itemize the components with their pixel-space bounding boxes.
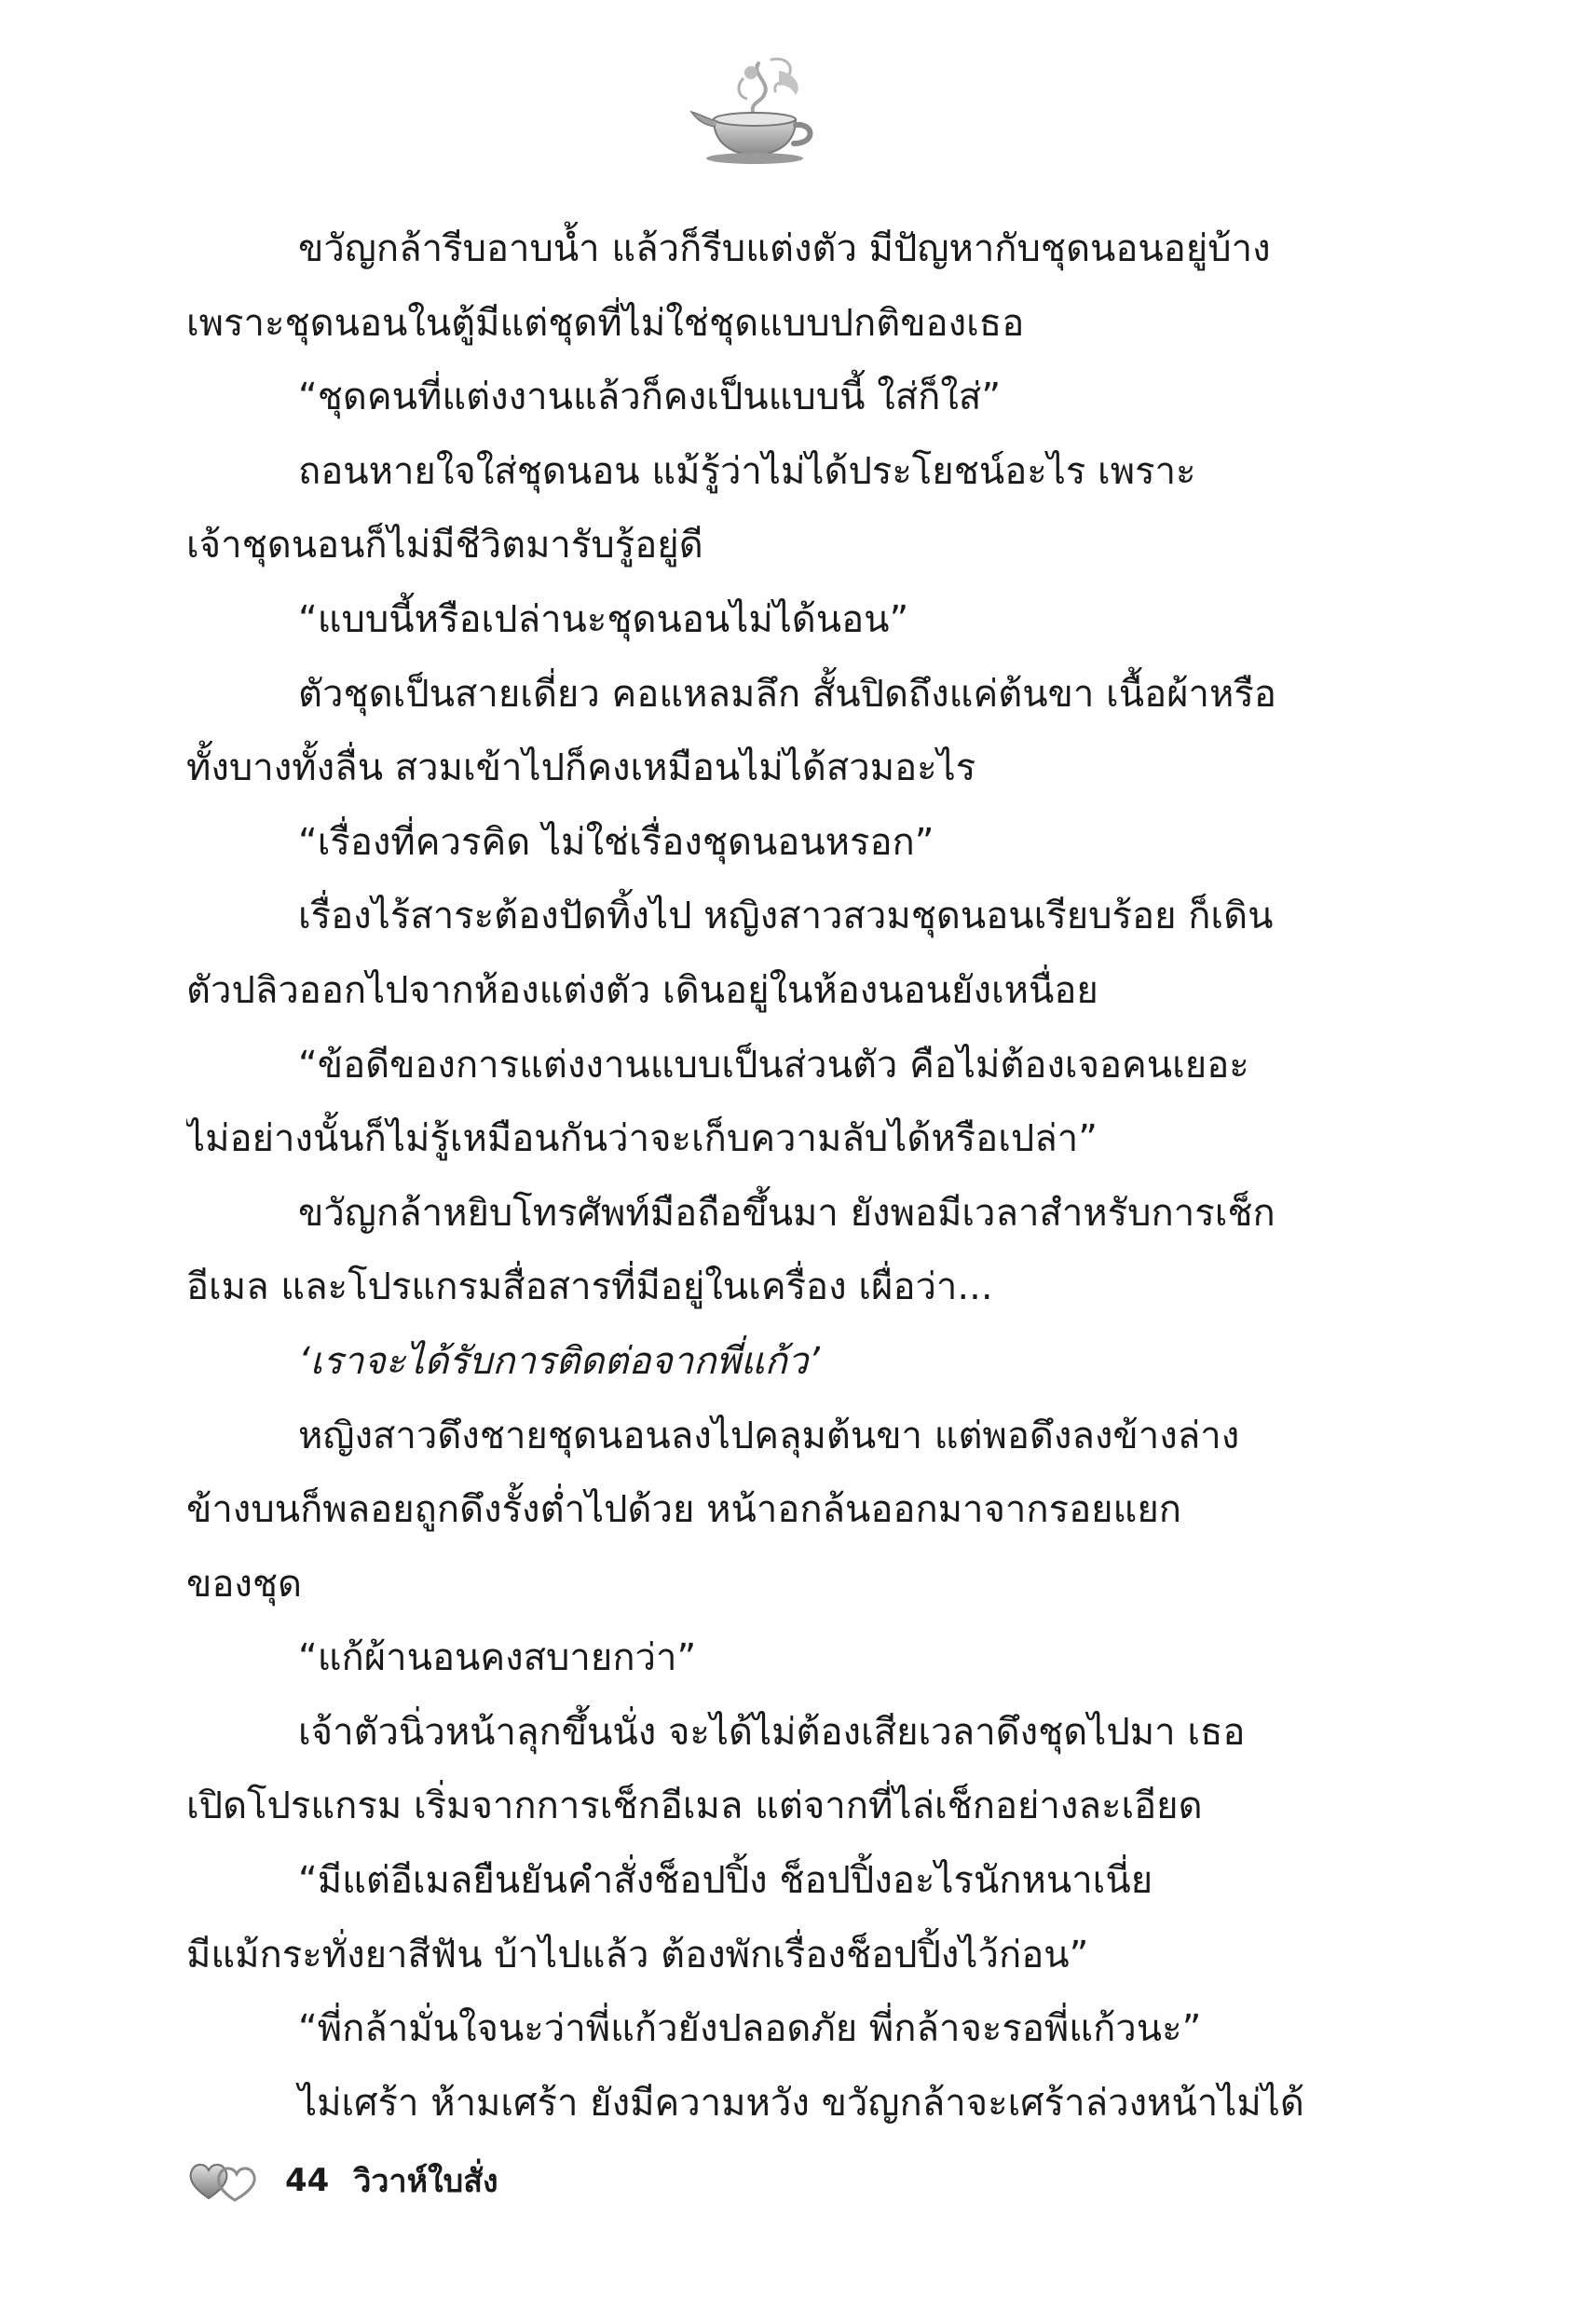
page-number: 44 (285, 2162, 330, 2199)
paragraph: “มีแต่อีเมลยืนยันคำสั่งช็อปปิ้ง ช็อปปิ้งอะไรนักหนาเนี่ย (298, 1859, 1153, 1903)
paragraph: “พี่กล้ามั่นใจนะว่าพี่แก้วยังปลอดภัย พี่กล้าจะรอพี่แก้วนะ” (298, 2007, 1202, 2051)
paragraph: ข้างบนก็พลอยถูกดึงรั้งต่ำไปด้วย หน้าอกล้นออกมาจากรอยแยก (186, 1488, 1181, 1532)
paragraph: ของชุด (186, 1562, 303, 1606)
paragraph: “แบบนี้หรือเปล่านะชุดนอนไม่ได้นอน” (298, 597, 909, 641)
paragraph: เพราะชุดนอนในตู้มีแต่ชุดที่ไม่ใช่ชุดแบบปกติของเธอ (186, 301, 1025, 345)
page-footer (186, 2153, 498, 2208)
paragraph: “ข้อดีของการแต่งงานแบบเป็นส่วนตัว คือไม่ต้องเจอคนเยอะ (298, 1043, 1249, 1087)
body-text (186, 212, 1334, 2140)
paragraph: “แก้ผ้านอนคงสบายกว่า” (298, 1636, 697, 1680)
paragraph: ขวัญกล้าหยิบโทรศัพท์มือถือขึ้นมา ยังพอมีเวลาสำหรับการเช็ก (298, 1191, 1275, 1235)
paragraph: เรื่องไร้สาระต้องปัดทิ้งไป หญิงสาวสวมชุดนอนเรียบร้อย ก็เดิน (298, 895, 1274, 938)
paragraph: “ชุดคนที่แต่งงานแล้วก็คงเป็นแบบนี้ ใส่ก็ใส่” (298, 376, 1002, 419)
paragraph: ตัวชุดเป็นสายเดี่ยว คอแหลมลึก สั้นปิดถึงแค่ต้นขา เนื้อผ้าหรือ (298, 672, 1276, 716)
paragraph: ทั้งบางทั้งลื่น สวมเข้าไปก็คงเหมือนไม่ได้สวมอะไร (186, 746, 976, 790)
paragraph: ขวัญกล้ารีบอาบน้ำ แล้วก็รีบแต่งตัว มีปัญหากับชุดนอนอยู่บ้าง (298, 227, 1271, 270)
paragraph: เจ้าชุดนอนก็ไม่มีชีวิตมารับรู้อยู่ดี (186, 524, 703, 567)
paragraph: ถอนหายใจใส่ชุดนอน แม้รู้ว่าไม่ได้ประโยชน์อะไร เพราะ (298, 449, 1196, 493)
paragraph: มีแม้กระทั่งยาสีฟัน บ้าไปแล้ว ต้องพักเรื่องช็อปปิ้งไว้ก่อน” (186, 1933, 1089, 1976)
double-hearts-icon (186, 2157, 261, 2204)
paragraph: “เรื่องที่ควรคิด ไม่ใช่เรื่องชุดนอนหรอก” (298, 820, 934, 864)
paragraph: ตัวปลิวออกไปจากห้องแต่งตัว เดินอยู่ในห้องนอนยังเหนื่อย (186, 968, 1098, 1012)
paragraph: ไม่อย่างนั้นก็ไม่รู้เหมือนกันว่าจะเก็บความลับได้หรือเปล่า” (186, 1117, 1098, 1161)
paragraph: อีเมล และโปรแกรมสื่อสารที่มีอยู่ในเครื่อง เผื่อว่า... (186, 1265, 993, 1309)
cupid-teacup-ornament-icon (686, 54, 825, 166)
paragraph: ไม่เศร้า ห้ามเศร้า ยังมีความหวัง ขวัญกล้าจะเศร้าล่วงหน้าไม่ได้ (298, 2081, 1304, 2125)
paragraph: เจ้าตัวนิ่วหน้าลุกขึ้นนั่ง จะได้ไม่ต้องเสียเวลาดึงชุดไปมา เธอ (298, 1710, 1246, 1754)
paragraph: เปิดโปรแกรม เริ่มจากการเช็กอีเมล แต่จากที่ไล่เช็กอย่างละเอียด (186, 1785, 1203, 1828)
paragraph: หญิงสาวดึงชายชุดนอนลงไปคลุมต้นขา แต่พอดึงลงข้างล่าง (298, 1414, 1240, 1457)
book-title: วิวาห์ใบสั่ง (353, 2163, 498, 2200)
paragraph: ‘เราจะได้รับการติดต่อจากพี่แก้ว’ (298, 1339, 820, 1383)
